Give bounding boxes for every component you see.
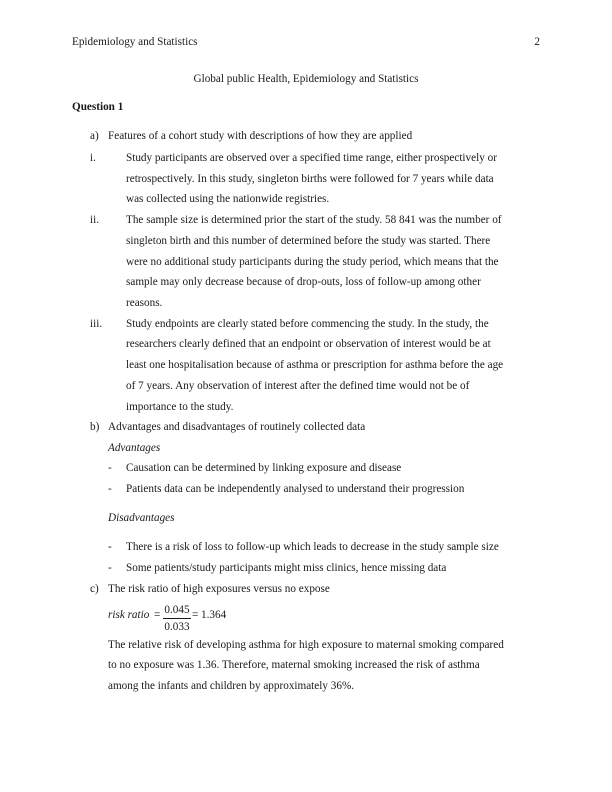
part-a-heading: Features of a cohort study with descriptions of how they are applied xyxy=(108,130,413,142)
item-ii-line: The sample size is determined prior the start of the study. 58 841 was the number of xyxy=(126,214,502,226)
item-ii-line: singleton birth and this number of determined before the study was started. There xyxy=(126,235,491,247)
part-b-marker: b) xyxy=(90,421,100,433)
disadvantages-label: Disadvantages xyxy=(108,512,175,524)
item-i-line: Study participants are observed over a specified time range, either prospectively or xyxy=(126,152,497,164)
bullet-dash: - xyxy=(108,541,112,553)
item-i-line: was collected using the nationwide registries. xyxy=(126,193,330,205)
bullet-dash: - xyxy=(108,483,112,495)
part-a-marker: a) xyxy=(90,130,99,142)
conclusion-line: The relative risk of developing asthma for high exposure to maternal smoking compared xyxy=(108,639,504,651)
advantages-label: Advantages xyxy=(108,442,161,454)
item-ii-line: sample may only decrease because of drop-outs, loss of follow-up among other xyxy=(126,276,481,288)
advantage-item: Causation can be determined by linking exposure and disease xyxy=(126,462,402,474)
fraction-bar xyxy=(163,618,191,619)
bullet-dash: - xyxy=(108,462,112,474)
formula-numerator: 0.045 xyxy=(164,604,190,616)
item-iii-marker: iii. xyxy=(90,318,103,330)
formula-lhs: risk ratio xyxy=(108,609,150,621)
item-iii-line: importance to the study. xyxy=(126,401,234,413)
running-header xyxy=(72,36,540,50)
conclusion-line: among the infants and children by approximately 36%. xyxy=(108,680,355,692)
page-number: 2 xyxy=(534,36,540,48)
item-iii-line: of 7 years. Any observation of interest after the defined time would not be of xyxy=(126,380,470,392)
conclusion-line: to no exposure was 1.36. Therefore, maternal smoking increased the risk of asthma xyxy=(108,659,480,671)
advantage-item: Patients data can be independently analysed to understand their progression xyxy=(126,483,465,495)
item-iii-line: Study endpoints are clearly stated before commencing the study. In the study, the xyxy=(126,318,489,330)
formula-equals: = xyxy=(154,609,161,621)
document-title: Global public Health, Epidemiology and Statistics xyxy=(193,73,419,85)
part-b-heading: Advantages and disadvantages of routinely collected data xyxy=(108,421,366,433)
bullet-dash: - xyxy=(108,562,112,574)
formula-fraction xyxy=(163,604,191,633)
item-iii-line: least one hospitalisation because of asthma or prescription for asthma before the age xyxy=(126,359,504,371)
question-heading: Question 1 xyxy=(72,101,124,113)
disadvantage-item: There is a risk of loss to follow-up which leads to decrease in the study sample size xyxy=(126,541,499,553)
disadvantage-item: Some patients/study participants might miss clinics, hence missing data xyxy=(126,562,447,574)
formula-denominator: 0.033 xyxy=(164,621,190,633)
part-c-marker: c) xyxy=(90,583,99,595)
running-title: Epidemiology and Statistics xyxy=(72,36,198,48)
item-iii-line: researchers clearly defined that an endpoint or observation of interest would be at xyxy=(126,338,491,350)
item-ii-line: reasons. xyxy=(126,297,163,309)
part-c-heading: The risk ratio of high exposures versus no expose xyxy=(108,583,330,595)
item-ii-line: were no additional study participants during the study period, which means that the xyxy=(126,256,499,268)
formula-result: 1.364 xyxy=(201,609,227,621)
item-ii-marker: ii. xyxy=(90,214,100,226)
formula-equals: = xyxy=(192,609,199,621)
item-i-line: retrospectively. In this study, singleton births were followed for 7 years while data xyxy=(126,173,494,185)
item-i-marker: i. xyxy=(90,152,96,164)
